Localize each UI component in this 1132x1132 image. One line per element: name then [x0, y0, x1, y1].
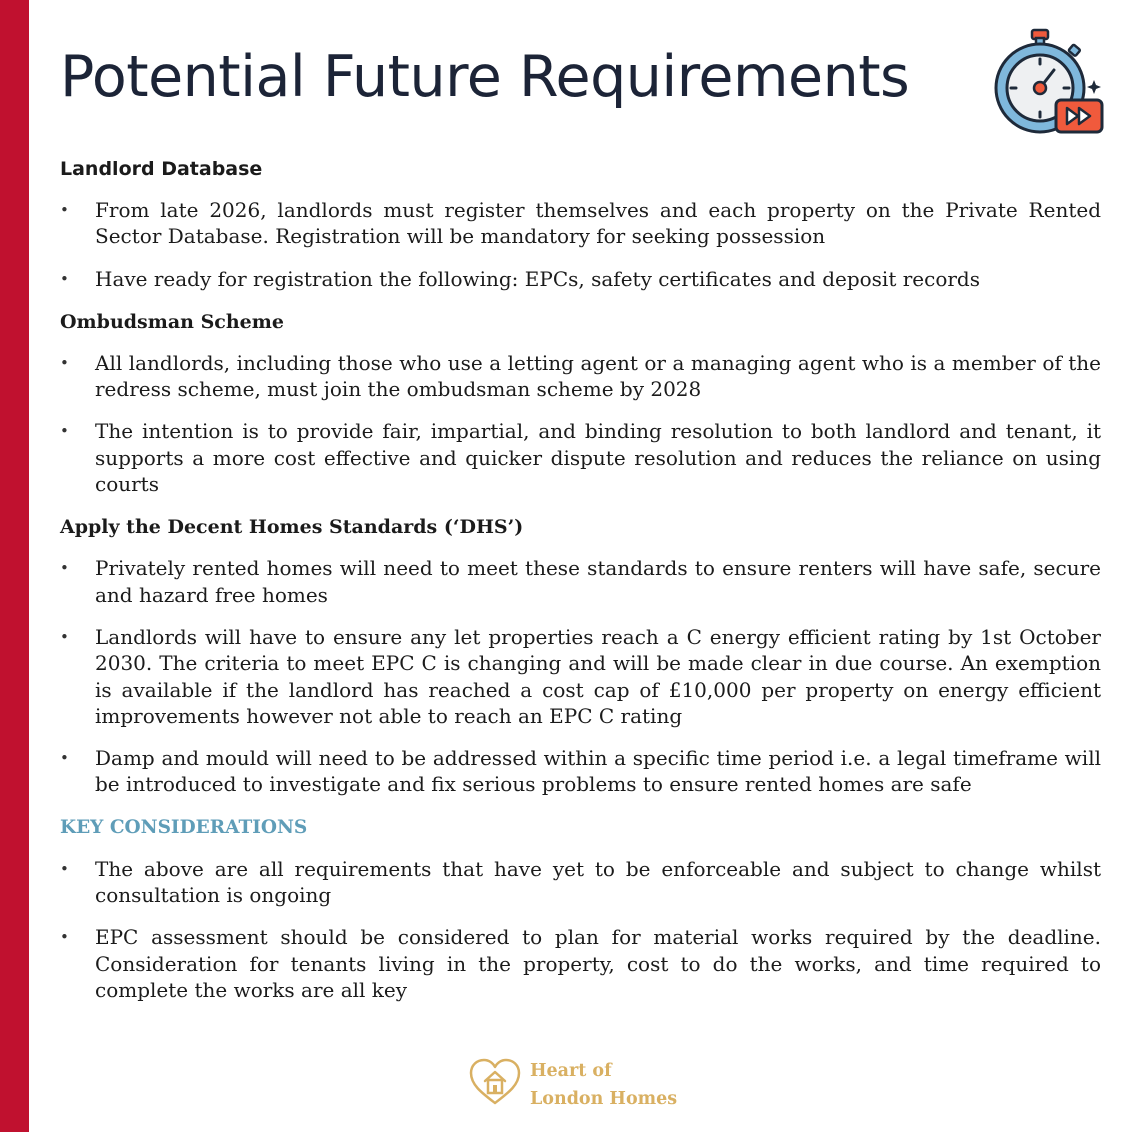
- bullet-item: • Damp and mould will need to be addressed within a specific time period i.e. a legal timeframe will be introduced to investigate and fix serious problems to ensure rented homes are safe: [60, 745, 1101, 798]
- bullet-item: • The intention is to provide fair, impartial, and binding resolution to both landlord and tenant, it supports a more cost effective and quicker dispute resolution and reduces the reliance on using courts: [60, 418, 1101, 497]
- section-key-considerations: [60, 814, 1101, 1003]
- stopwatch-fast-forward-icon: [990, 28, 1106, 136]
- company-logo: [468, 1055, 688, 1111]
- bullet-item: • EPC assessment should be considered to plan for material works required by the deadline. Consideration for tenants living in the property, cost to do the works, and time required to complete the works are all key: [60, 924, 1101, 1003]
- bullet-list: [60, 555, 1101, 797]
- section-decent-homes-standards: [60, 513, 1101, 797]
- bullet-item: • The above are all requirements that have yet to be enforceable and subject to change whilst consultation is ongoing: [60, 856, 1101, 909]
- section-heading: Landlord Database: [60, 158, 263, 180]
- logo-text-line1: Heart of: [530, 1061, 612, 1081]
- bullet-item: • Privately rented homes will need to meet these standards to ensure renters will have safe, secure and hazard free homes: [60, 555, 1101, 608]
- page-title: Potential Future Requirements: [60, 44, 910, 110]
- bullet-item: • From late 2026, landlords must register themselves and each property on the Private Rented Sector Database. Registration will be mandatory for seeking possession: [60, 197, 1101, 250]
- section-heading: Ombudsman Scheme: [60, 310, 284, 333]
- bullet-item: • All landlords, including those who use a letting agent or a managing agent who is a member of the redress scheme, must join the ombudsman scheme by 2028: [60, 350, 1101, 403]
- bullet-item: • Have ready for registration the following: EPCs, safety certificates and deposit records: [60, 266, 1101, 292]
- bullet-list: [60, 197, 1101, 292]
- section-heading: KEY CONSIDERATIONS: [60, 816, 308, 838]
- bullet-list: [60, 856, 1101, 1003]
- accent-bar: [0, 0, 29, 1132]
- logo-text-line2: London Homes: [530, 1089, 678, 1109]
- section-ombudsman-scheme: [60, 308, 1101, 497]
- content-body: [60, 155, 1101, 1019]
- section-landlord-database: [60, 155, 1101, 292]
- section-heading: Apply the Decent Homes Standards (‘DHS’): [60, 516, 524, 539]
- bullet-item: • Landlords will have to ensure any let properties reach a C energy efficient rating by 1st October 2030. The criteria to meet EPC C is changing and will be made clear in due course. An exemption is available if the landlord has reached a cost cap of £10,000 per property on energy efficient improvements however not able to reach an EPC C rating: [60, 624, 1101, 729]
- heart-house-icon: [468, 1055, 522, 1109]
- bullet-list: [60, 350, 1101, 497]
